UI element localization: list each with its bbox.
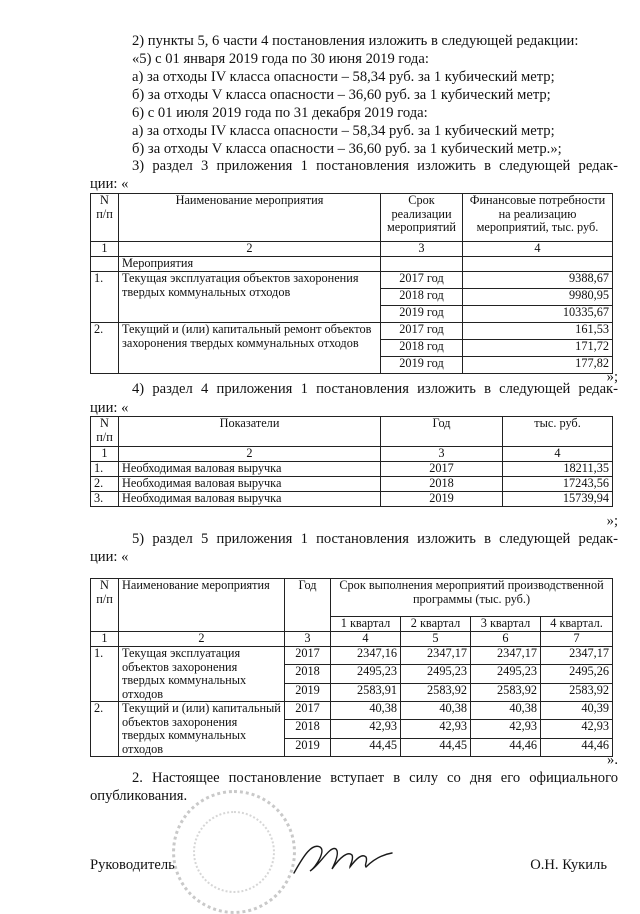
para-line: 5) раздел 5 приложения 1 постановления изложить в следующей редак-	[132, 531, 618, 547]
row-year: 2018	[381, 477, 503, 492]
para-line: б) за отходы V класса опасности – 36,60 руб. за 1 кубический метр;	[132, 87, 551, 103]
para-line: 2. Настоящее постановление вступает в силу со дня его официального	[132, 770, 618, 786]
row-year: 2017	[381, 462, 503, 477]
col-header-unit: тыс. руб.	[503, 417, 613, 447]
row-year: 2017	[285, 702, 331, 720]
col-header-name: Наименование мероприятия	[119, 194, 381, 242]
row-value: 44,45	[401, 738, 471, 756]
row-value: 161,53	[463, 323, 613, 340]
col-header-name: Наименование мероприятия	[119, 579, 285, 632]
closing-quote: »;	[606, 369, 618, 385]
row-name: Текущая эксплуатация объектов захоронения твердых коммунальных отходов	[119, 272, 381, 323]
row-year: 2018	[285, 665, 331, 683]
row-value: 40,38	[471, 702, 541, 720]
col-number: 3	[381, 242, 463, 257]
row-year: 2019	[285, 738, 331, 756]
row-value: 2347,17	[541, 647, 613, 665]
col-header-num: N п/п	[91, 417, 119, 447]
col-number: 5	[401, 632, 471, 647]
row-value: 44,46	[471, 738, 541, 756]
col-header-quarter: 3 квартал	[471, 617, 541, 632]
row-value: 2495,23	[401, 665, 471, 683]
row-value: 2583,91	[331, 683, 401, 701]
para-line: а) за отходы IV класса опасности – 58,34 руб. за 1 кубический метр;	[132, 123, 555, 139]
signatory-name: О.Н. Кукиль	[530, 857, 607, 873]
para-line: 3) раздел 3 приложения 1 постановления изложить в следующей редак-	[132, 158, 618, 174]
row-value: 9980,95	[463, 289, 613, 306]
col-number: 6	[471, 632, 541, 647]
row-name: Необходимая валовая выручка	[119, 462, 381, 477]
row-number: 1.	[91, 647, 119, 702]
row-value: 18211,35	[503, 462, 613, 477]
para-line: 2) пункты 5, 6 части 4 постановления изложить в следующей редакции:	[132, 33, 579, 49]
col-number: 4	[503, 447, 613, 462]
row-year: 2018 год	[381, 340, 463, 357]
para-line: ции: «	[90, 400, 129, 416]
para-line: опубликования.	[90, 788, 188, 804]
row-value: 2347,17	[471, 647, 541, 665]
table-cell	[463, 257, 613, 272]
col-header-quarter: 4 квартал.	[541, 617, 613, 632]
row-value: 2583,92	[541, 683, 613, 701]
col-header-num: N п/п	[91, 194, 119, 242]
col-number: 7	[541, 632, 613, 647]
row-year: 2018 год	[381, 289, 463, 306]
row-name: Текущий и (или) капитальный ремонт объектов захоронения твердых коммунальных отходов	[119, 323, 381, 374]
col-number: 1	[91, 447, 119, 462]
row-value: 2347,16	[331, 647, 401, 665]
signatory-title: Руководитель	[90, 857, 175, 873]
row-value: 171,72	[463, 340, 613, 357]
row-value: 42,93	[541, 720, 613, 738]
row-value: 177,82	[463, 357, 613, 374]
closing-quote: »;	[606, 513, 618, 529]
row-year: 2019 год	[381, 357, 463, 374]
section-label: Мероприятия	[119, 257, 381, 272]
row-value: 42,93	[331, 720, 401, 738]
table-cell	[91, 257, 119, 272]
row-year: 2017	[285, 647, 331, 665]
handwritten-signature	[290, 835, 400, 880]
para-line: ции: «	[90, 176, 129, 192]
col-number: 3	[285, 632, 331, 647]
row-value: 40,39	[541, 702, 613, 720]
row-number: 3.	[91, 492, 119, 507]
col-number: 2	[119, 242, 381, 257]
row-year: 2017 год	[381, 323, 463, 340]
table-section-4	[90, 416, 613, 507]
para-line: а) за отходы IV класса опасности – 58,34 руб. за 1 кубический метр;	[132, 69, 555, 85]
row-value: 2583,92	[401, 683, 471, 701]
row-value: 15739,94	[503, 492, 613, 507]
row-name: Необходимая валовая выручка	[119, 492, 381, 507]
row-value: 42,93	[471, 720, 541, 738]
table-section-5	[90, 578, 613, 757]
row-value: 17243,56	[503, 477, 613, 492]
row-number: 2.	[91, 477, 119, 492]
row-value: 44,46	[541, 738, 613, 756]
col-number: 1	[91, 632, 119, 647]
closing-quote: ».	[607, 752, 618, 768]
col-header-quarter: 1 квартал	[331, 617, 401, 632]
table-cell	[381, 257, 463, 272]
col-header-year: Год	[285, 579, 331, 632]
row-number: 1.	[91, 462, 119, 477]
row-year: 2018	[285, 720, 331, 738]
row-value: 2347,17	[401, 647, 471, 665]
row-value: 44,45	[331, 738, 401, 756]
row-name: Необходимая валовая выручка	[119, 477, 381, 492]
para-line: «5) с 01 января 2019 года по 30 июня 2019 года:	[132, 51, 429, 67]
col-header-finance: Финансовые потребности на реализацию мероприятий, тыс. руб.	[463, 194, 613, 242]
row-year: 2019	[285, 683, 331, 701]
col-header-year: Год	[381, 417, 503, 447]
col-header-quarter: 2 квартал	[401, 617, 471, 632]
col-number: 1	[91, 242, 119, 257]
para-line: ции: «	[90, 549, 129, 565]
seal-stamp	[172, 790, 296, 914]
row-number: 2.	[91, 323, 119, 374]
row-value: 40,38	[401, 702, 471, 720]
row-value: 2583,92	[471, 683, 541, 701]
col-number: 4	[331, 632, 401, 647]
table-section-3	[90, 193, 613, 374]
row-value: 10335,67	[463, 306, 613, 323]
row-value: 40,38	[331, 702, 401, 720]
col-number: 4	[463, 242, 613, 257]
row-value: 42,93	[401, 720, 471, 738]
row-name: Текущая эксплуатация объектов захоронения твердых коммунальных отходов	[119, 647, 285, 702]
row-value: 9388,67	[463, 272, 613, 289]
para-line: б) за отходы V класса опасности – 36,60 руб. за 1 кубический метр.»;	[132, 141, 562, 157]
col-header-period: Срок выполнения мероприятий производственной программы (тыс. руб.)	[331, 579, 613, 617]
row-number: 1.	[91, 272, 119, 323]
row-number: 2.	[91, 702, 119, 757]
col-number: 3	[381, 447, 503, 462]
row-value: 2495,26	[541, 665, 613, 683]
col-header-num: N п/п	[91, 579, 119, 632]
col-header-indicators: Показатели	[119, 417, 381, 447]
row-year: 2017 год	[381, 272, 463, 289]
row-value: 2495,23	[471, 665, 541, 683]
row-name: Текущий и (или) капитальный объектов захоронения твердых коммунальных отходов	[119, 702, 285, 757]
row-value: 2495,23	[331, 665, 401, 683]
para-line: 4) раздел 4 приложения 1 постановления изложить в следующей редак-	[132, 381, 618, 397]
row-year: 2019 год	[381, 306, 463, 323]
para-line: 6) с 01 июля 2019 года по 31 декабря 2019 года:	[132, 105, 428, 121]
col-number: 2	[119, 632, 285, 647]
col-header-term: Срок реализации мероприятий	[381, 194, 463, 242]
row-year: 2019	[381, 492, 503, 507]
col-number: 2	[119, 447, 381, 462]
